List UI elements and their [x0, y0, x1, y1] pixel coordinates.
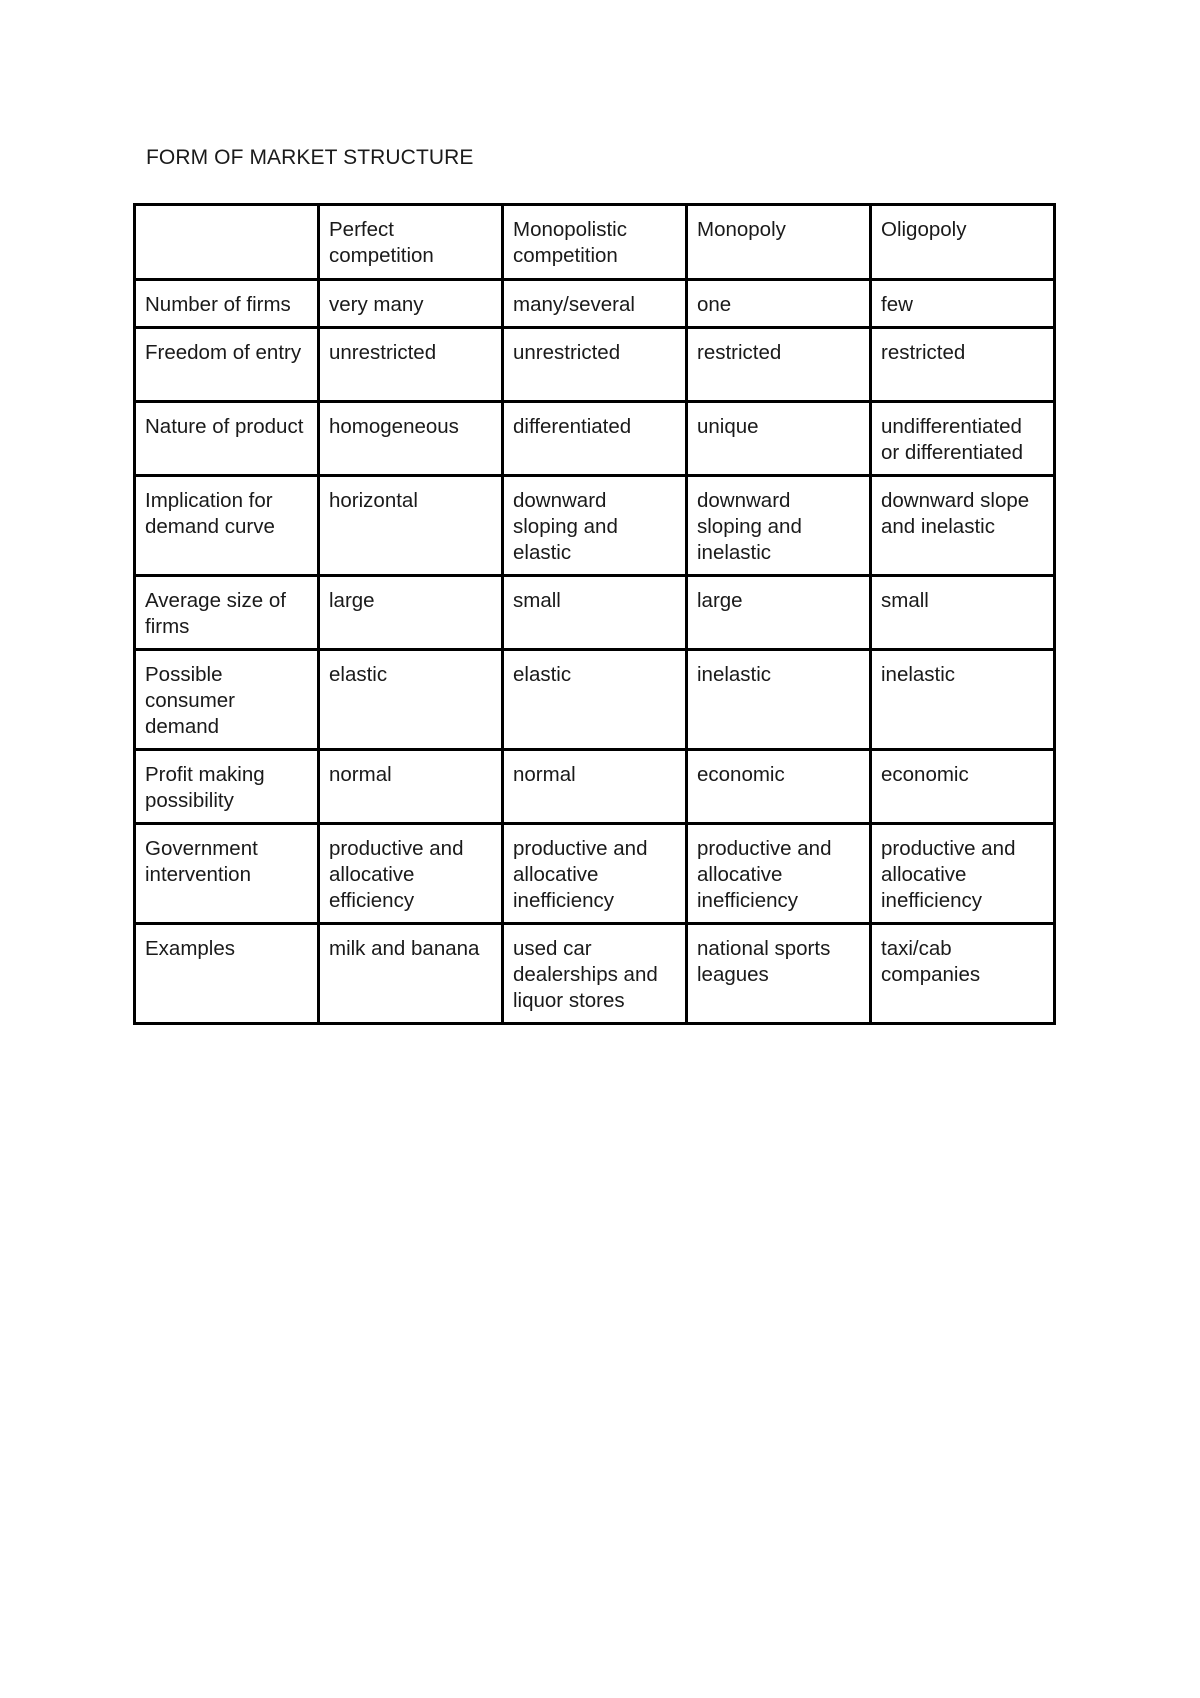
table-cell: horizontal [319, 476, 503, 576]
table-cell: homogeneous [319, 402, 503, 476]
table-row [135, 824, 1055, 924]
table-cell: economic [871, 750, 1055, 824]
table-cell: national sports leagues [687, 924, 871, 1024]
table-cell: downward sloping and elastic [503, 476, 687, 576]
table-cell: used car dealerships and liquor stores [503, 924, 687, 1024]
column-header-oligopoly: Oligopoly [871, 205, 1055, 280]
table-cell: productive and allocative inefficiency [871, 824, 1055, 924]
table-row [135, 328, 1055, 402]
table-row [135, 402, 1055, 476]
table-cell: productive and allocative efficiency [319, 824, 503, 924]
table-cell: undifferentiated or differentiated [871, 402, 1055, 476]
table-cell: few [871, 280, 1055, 328]
table-row [135, 280, 1055, 328]
table-cell: milk and banana [319, 924, 503, 1024]
table-cell: small [503, 576, 687, 650]
table-cell: one [687, 280, 871, 328]
column-header-perfect-competition: Perfect competition [319, 205, 503, 280]
table-cell: inelastic [687, 650, 871, 750]
table-cell: restricted [871, 328, 1055, 402]
column-header-monopoly: Monopoly [687, 205, 871, 280]
table-cell: inelastic [871, 650, 1055, 750]
table-cell: downward sloping and inelastic [687, 476, 871, 576]
table-cell: unrestricted [503, 328, 687, 402]
row-label: Possible consumer demand [135, 650, 319, 750]
row-label: Profit making possibility [135, 750, 319, 824]
table-cell: normal [503, 750, 687, 824]
table-header-row [135, 205, 1055, 280]
table-cell: large [687, 576, 871, 650]
table-cell: elastic [319, 650, 503, 750]
market-structure-table [133, 203, 1056, 1025]
table-cell: many/several [503, 280, 687, 328]
row-label: Nature of product [135, 402, 319, 476]
table-cell: very many [319, 280, 503, 328]
table-row [135, 576, 1055, 650]
table-cell: differentiated [503, 402, 687, 476]
table-cell: normal [319, 750, 503, 824]
table-row [135, 924, 1055, 1024]
document-title: FORM OF MARKET STRUCTURE [146, 146, 474, 169]
table-row [135, 476, 1055, 576]
table-cell: downward slope and inelastic [871, 476, 1055, 576]
table-cell: elastic [503, 650, 687, 750]
corner-cell [135, 205, 319, 280]
table-row [135, 650, 1055, 750]
table-cell: small [871, 576, 1055, 650]
row-label: Government intervention [135, 824, 319, 924]
row-label: Number of firms [135, 280, 319, 328]
table-cell: large [319, 576, 503, 650]
table-cell: unique [687, 402, 871, 476]
table-cell: taxi/cab companies [871, 924, 1055, 1024]
table-cell: productive and allocative inefficiency [687, 824, 871, 924]
table-cell: unrestricted [319, 328, 503, 402]
row-label: Average size of firms [135, 576, 319, 650]
table-cell: productive and allocative inefficiency [503, 824, 687, 924]
row-label: Examples [135, 924, 319, 1024]
column-header-monopolistic-competition: Monopolistic competition [503, 205, 687, 280]
row-label: Implication for demand curve [135, 476, 319, 576]
row-label: Freedom of entry [135, 328, 319, 402]
table-cell: restricted [687, 328, 871, 402]
table-cell: economic [687, 750, 871, 824]
table-row [135, 750, 1055, 824]
